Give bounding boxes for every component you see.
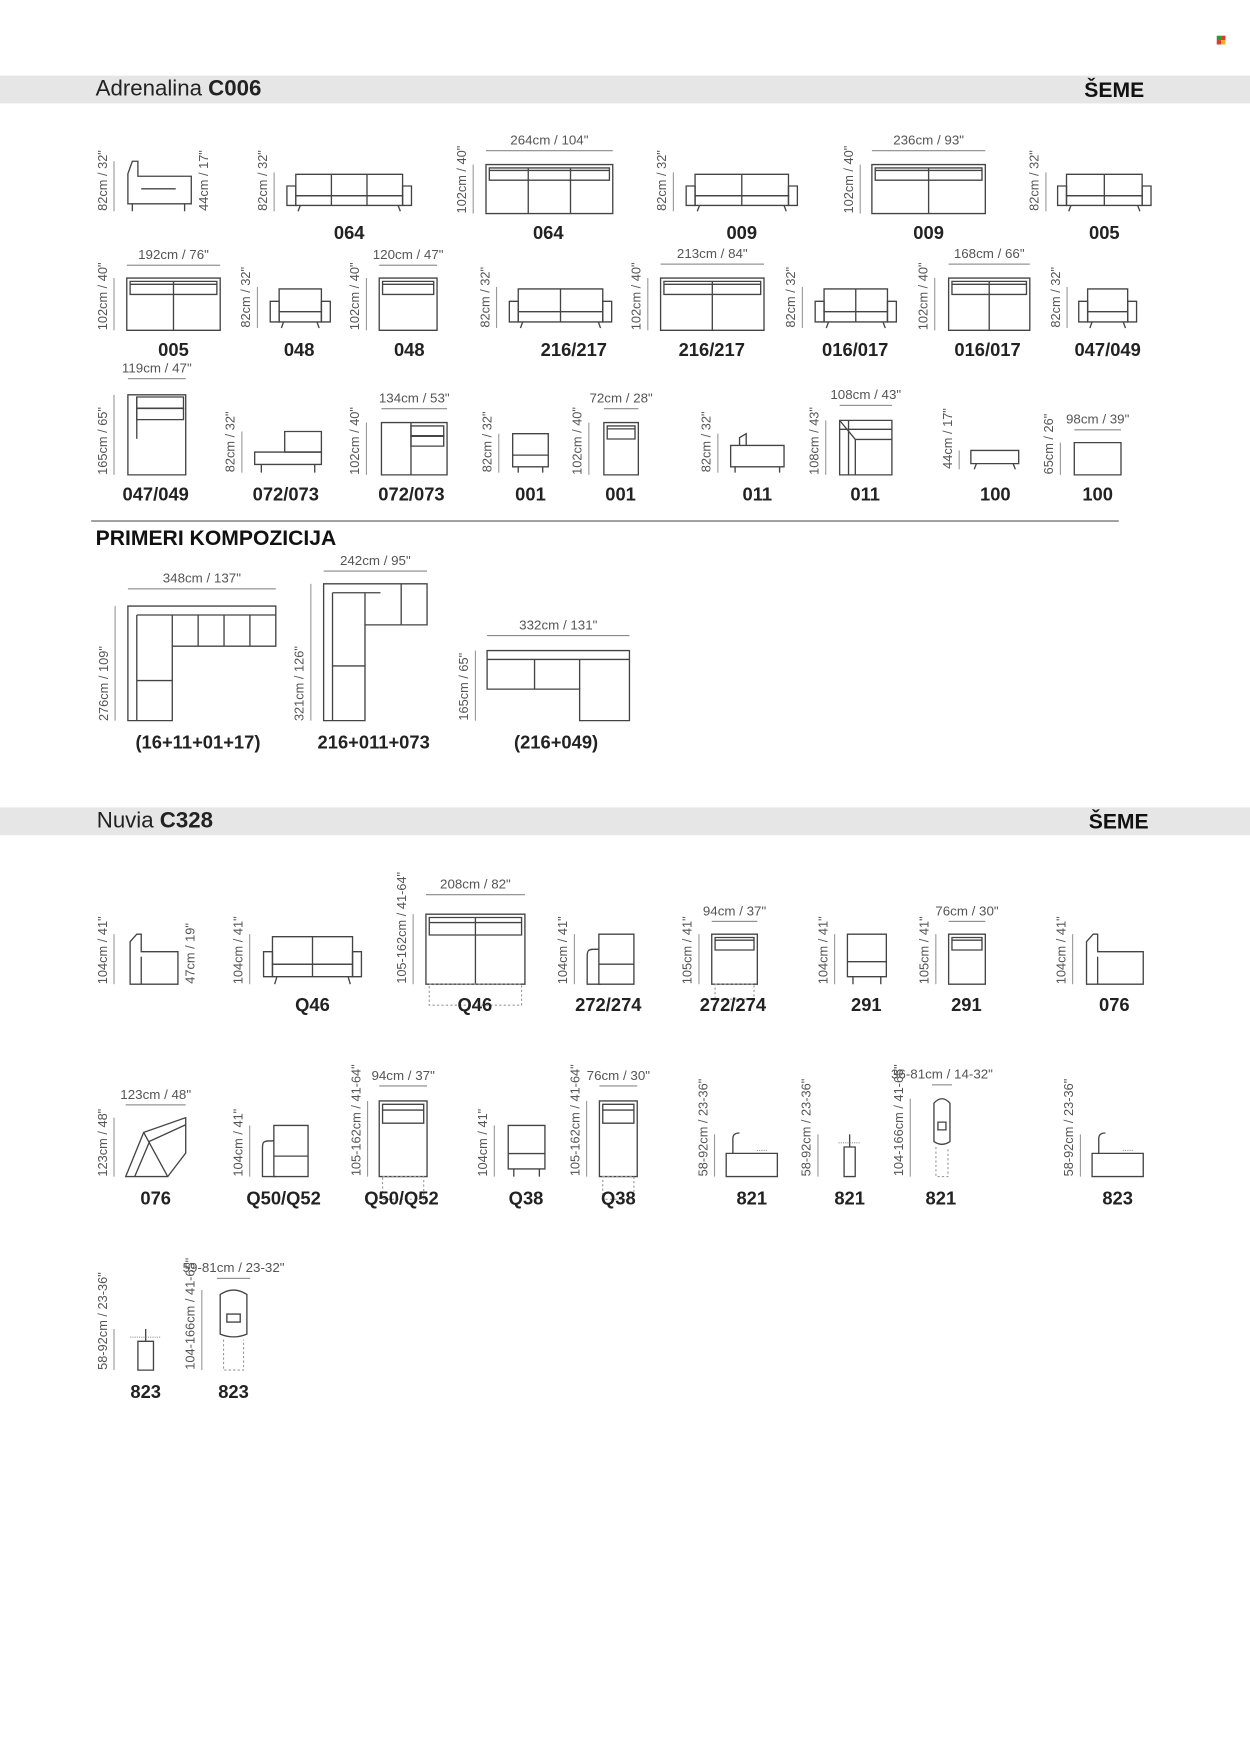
height-dimension-line [496,287,497,328]
module-code: Q38 [508,1188,544,1209]
width-dimension-label: 120cm / 47" [372,246,444,263]
width-dimension-label: 236cm / 93" [893,132,964,148]
width-dimension-line [379,265,437,266]
sofa-module-drawing [872,165,985,214]
height-dimension-line [1080,1134,1081,1176]
height-dimension-line [475,651,476,721]
sofa-module-drawing [847,934,886,984]
width-dimension-line [128,588,276,589]
height-dimension-line [673,172,674,211]
height-dimension-label: 105-162cm / 41-64" [350,1064,364,1177]
height-dimension-label: 82cm / 32" [96,150,111,212]
module-code: Q46 [295,995,330,1016]
width-dimension-label: 108cm / 43" [830,387,902,403]
sofa-module-drawing [127,278,220,330]
section-header-nuvia [0,807,1250,835]
module-code: (16+11+01+17) [135,732,261,753]
sofa-module-drawing [128,395,186,475]
section-header-adrenalina [0,76,1250,104]
height-dimension-line [113,934,114,984]
height-dimension-line [201,1290,202,1370]
module-code: 047/049 [122,484,189,505]
height-dimension-line [473,165,474,214]
width-dimension-line [840,405,892,406]
width-dimension-label: 119cm / 47" [121,360,192,376]
schemes-label: ŠEME [1084,78,1145,103]
height-dimension-label: 104cm / 41" [96,916,111,985]
height-dimension-label: 165cm / 65" [96,407,111,475]
width-dimension-label: 94cm / 37" [371,1067,435,1084]
width-dimension-line [1074,429,1121,430]
sofa-module-drawing [264,934,362,984]
height-dimension-line [588,423,589,475]
sofa-module-drawing [324,584,427,721]
height-dimension-line [714,1134,715,1176]
width-dimension-label: 192cm / 76" [138,246,209,263]
height-dimension-label: 104-166cm / 41-65" [184,1258,198,1371]
height-dimension-label: 276cm / 109" [97,645,112,721]
sofa-module-drawing [949,934,986,984]
height-dimension-line [934,278,935,330]
sofa-module-drawing [509,287,611,328]
height-dimension-label: 82cm / 32" [256,150,271,212]
module-code: 100 [1082,484,1113,505]
height-dimension-line [574,934,575,984]
height-dimension-line [1072,934,1073,984]
sofa-module-drawing [587,934,634,984]
module-code: Q38 [600,1188,636,1209]
width-dimension-label: 264cm / 104" [510,132,589,148]
sofa-module-drawing [840,420,892,474]
height-dimension-line [498,434,499,473]
sofa-module-drawing [1084,934,1143,984]
module-code: 009 [726,223,758,244]
height-dimension-line [647,278,648,330]
width-dimension-label: 332cm / 131" [519,617,598,633]
height-dimension-line [1060,443,1061,475]
sofa-module-drawing [726,1134,777,1176]
sofa-module-drawing [126,161,192,211]
width-dimension-line [872,150,985,151]
sofa-module-drawing [126,1118,186,1177]
sofa-module-drawing [381,423,447,475]
module-code: 064 [333,223,365,244]
sofa-module-drawing [379,278,437,330]
module-code: 064 [532,223,564,244]
module-code: 048 [393,340,425,361]
height-dimension-label: 102cm / 40" [842,145,857,214]
module-code: 011 [742,484,773,505]
width-dimension-line [217,1278,250,1279]
divider [91,520,1119,521]
width-dimension-line [599,1085,637,1086]
module-code: 821 [834,1188,865,1209]
height-dimension-label: 104cm / 41" [232,916,246,985]
module-code: 011 [850,484,881,505]
sofa-module-drawing [255,431,322,472]
sofa-module-drawing [815,287,896,328]
sofa-module-drawing [130,1329,161,1370]
module-code: 076 [1099,995,1130,1016]
height-dimension-label: 108cm / 43" [808,407,822,475]
schemes-label: ŠEME [1088,810,1149,835]
height-dimension-line [494,1125,495,1176]
module-code: Q50/Q52 [364,1188,439,1209]
module-code: 823 [130,1382,161,1403]
module-code: 821 [736,1188,768,1209]
width-dimension-line [486,150,613,151]
module-code: 072/073 [378,484,445,505]
width-dimension-line [932,1084,952,1085]
module-code: Q50/Q52 [246,1188,321,1209]
height-dimension-line [113,1118,114,1177]
height-dimension-line [910,1099,911,1177]
height-dimension-label: 104-166cm / 41-65" [893,1064,907,1177]
module-code: 009 [913,223,944,244]
sofa-module-drawing [661,278,764,330]
brand-logo-icon [1217,36,1226,45]
module-code: 272/274 [575,995,642,1016]
height-dimension-line [249,1125,250,1176]
width-dimension-label: 123cm / 48" [120,1086,192,1103]
sofa-module-drawing [508,1125,545,1176]
sofa-module-drawing [486,165,613,214]
height-dimension-line [113,1329,114,1370]
module-code: 823 [1102,1188,1133,1209]
height-dimension-label: 102cm / 40" [630,262,644,331]
series-title [96,77,262,103]
sofa-module-drawing [287,172,412,211]
height-dimension-line [113,395,114,475]
sofa-module-drawing [1092,1134,1143,1176]
width-dimension-line [381,408,447,409]
width-dimension-line [949,264,1030,265]
module-code: 048 [283,340,315,361]
height-dimension-line [274,172,275,211]
module-code: 823 [218,1382,249,1403]
sofa-module-drawing [949,278,1030,330]
series-name: Adrenalina [95,76,202,102]
height-dimension-line [860,165,861,214]
module-code: 016/017 [822,340,889,361]
width-dimension-label: 242cm / 95" [339,552,411,569]
height-dimension-label: 58-92cm / 23-36" [1063,1078,1077,1177]
height-dimension-label: 105-162cm / 41-64" [569,1064,583,1177]
width-dimension-line [712,921,758,922]
height-dimension-line [367,1101,368,1177]
width-dimension-label: 59-81cm / 23-32" [182,1260,285,1276]
height-dimension-label: 105cm / 41" [918,916,932,985]
module-code: 016/017 [954,340,1021,361]
width-dimension-label: 76cm / 30" [935,903,999,919]
module-code: 216+011+073 [317,732,430,753]
width-dimension-label: 98cm / 39" [1065,411,1130,428]
height-dimension-line [413,914,414,984]
module-code: 291 [951,995,982,1016]
sofa-module-drawing [426,914,525,984]
height-dimension-label: 82cm / 32" [1049,267,1064,329]
sofa-module-drawing [128,606,276,721]
height-dimension-label: 82cm / 32" [656,150,670,212]
height-dimension-line [310,584,311,721]
sofa-module-drawing [513,434,549,473]
height-dimension-line [825,420,826,474]
seat-height-dimension-label: 47cm / 19" [184,923,198,985]
height-dimension-label: 105-162cm / 41-64" [395,872,410,985]
sofa-module-drawing [604,423,638,475]
width-dimension-line [426,894,525,895]
height-dimension-line [113,161,114,211]
width-dimension-label: 208cm / 82" [440,876,511,892]
height-dimension-label: 104cm / 41" [477,1108,491,1177]
width-dimension-label: 36-81cm / 14-32" [890,1066,993,1083]
model-code: C328 [159,808,213,833]
height-dimension-label: 102cm / 40" [917,262,931,331]
width-dimension-label: 213cm / 84" [676,245,748,262]
series-name: Nuvia [96,808,154,833]
sofa-module-drawing [379,1101,427,1177]
height-dimension-line [586,1101,587,1177]
width-dimension-line [324,571,427,572]
sofa-module-drawing [686,172,797,211]
sofa-module-drawing [971,450,1019,469]
height-dimension-label: 82cm / 32" [240,267,254,329]
height-dimension-label: 102cm / 40" [455,145,470,214]
height-dimension-line [802,287,803,328]
sofa-module-drawing [1058,172,1151,211]
height-dimension-label: 105cm / 41" [681,916,696,985]
height-dimension-label: 82cm / 32" [700,411,714,473]
height-dimension-line [959,450,960,469]
width-dimension-label: 348cm / 137" [162,570,241,587]
width-dimension-line [661,264,764,265]
sofa-module-drawing [712,934,758,984]
width-dimension-line [379,1085,427,1086]
series-title [97,808,213,834]
module-code: 272/274 [699,995,767,1016]
sofa-module-drawing [270,287,330,328]
height-dimension-label: 104cm / 41" [1055,916,1069,985]
height-dimension-label: 102cm / 40" [571,407,585,475]
height-dimension-label: 123cm / 48" [96,1108,111,1177]
module-code: 821 [925,1188,957,1209]
width-dimension-line [126,1104,186,1105]
module-code: 076 [140,1188,172,1209]
height-dimension-line [366,278,367,330]
sofa-module-drawing [1079,287,1137,328]
height-dimension-label: 58-92cm / 23-36" [800,1078,815,1177]
sofa-module-drawing [839,1134,861,1176]
module-code: 047/049 [1074,340,1141,361]
module-code: 005 [1089,223,1120,244]
height-dimension-label: 44cm / 17" [941,408,956,470]
module-code: (216+049) [513,732,599,753]
height-dimension-line [1045,172,1046,211]
height-dimension-label: 58-92cm / 23-36" [96,1272,111,1371]
sofa-module-drawing [487,651,629,721]
width-dimension-label: 94cm / 37" [702,903,767,919]
sofa-module-drawing [1074,443,1121,475]
module-code: 001 [515,484,546,505]
height-dimension-line [834,934,835,984]
model-code: C006 [208,76,262,102]
sofa-module-drawing [731,434,784,473]
module-code: 291 [851,995,882,1016]
height-dimension-line [366,423,367,475]
compositions-title: PRIMERI KOMPOZICIJA [95,527,337,551]
module-code: 216/217 [678,340,745,361]
width-dimension-line [604,408,638,409]
height-dimension-label: 102cm / 40" [349,407,363,475]
height-dimension-label: 82cm / 32" [1028,150,1043,212]
height-dimension-label: 165cm / 65" [458,652,472,721]
height-dimension-line [935,934,936,984]
sofa-module-drawing [262,1125,308,1176]
height-dimension-label: 58-92cm / 23-36" [697,1078,711,1177]
height-dimension-label: 65cm / 26" [1043,414,1057,475]
height-dimension-label: 102cm / 40" [96,262,111,331]
width-dimension-line [128,378,186,379]
height-dimension-label: 82cm / 32" [785,267,799,329]
height-dimension-line [817,1134,818,1176]
seat-height-dimension-label: 44cm / 17" [197,150,212,212]
width-dimension-label: 72cm / 28" [589,390,653,406]
height-dimension-label: 82cm / 32" [224,411,238,473]
height-dimension-label: 82cm / 32" [481,411,495,473]
width-dimension-label: 168cm / 66" [953,245,1025,262]
sofa-module-drawing [217,1290,250,1370]
module-code: Q46 [457,995,493,1016]
width-dimension-line [487,635,629,636]
module-code: 072/073 [252,484,319,505]
width-dimension-line [127,265,220,266]
height-dimension-label: 82cm / 32" [479,267,493,329]
height-dimension-line [115,606,116,721]
height-dimension-line [698,934,699,984]
height-dimension-label: 321cm / 126" [293,645,307,721]
sofa-module-drawing [599,1101,637,1177]
height-dimension-line [249,934,250,984]
sofa-module-drawing [128,934,178,984]
module-code: 100 [980,484,1011,505]
height-dimension-label: 102cm / 40" [349,262,363,331]
width-dimension-label: 76cm / 30" [586,1067,650,1084]
height-dimension-label: 104cm / 41" [232,1108,246,1177]
sofa-module-drawing [932,1099,952,1177]
height-dimension-label: 104cm / 41" [557,916,571,985]
height-dimension-line [113,278,114,330]
module-code: 005 [158,340,189,361]
module-code: 216/217 [540,340,608,361]
module-code: 001 [605,484,636,505]
height-dimension-line [717,434,718,473]
height-dimension-line [241,431,242,472]
width-dimension-line [949,921,986,922]
height-dimension-line [1067,287,1068,328]
height-dimension-label: 104cm / 41" [817,916,831,985]
height-dimension-line [257,287,258,328]
width-dimension-label: 134cm / 53" [378,390,450,406]
